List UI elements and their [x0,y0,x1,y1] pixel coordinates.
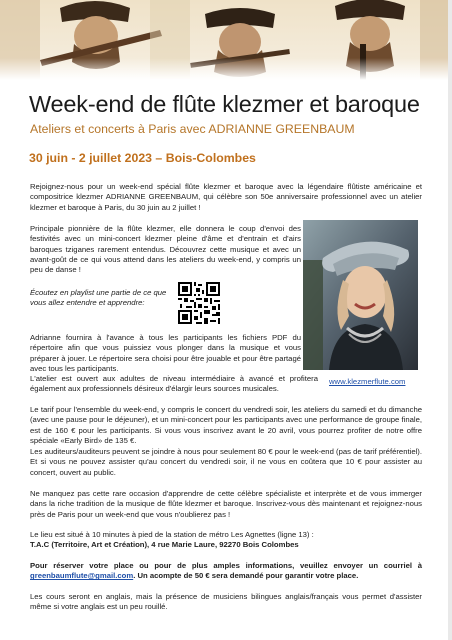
location-line: Le lieu est situé à 10 minutes à pied de la station de métro Les Agnettes (ligne 13) : [30,530,314,539]
page-subtitle: Ateliers et concerts à Paris avec ADRIANNE GREENBAUM [30,122,355,136]
auditors-paragraph: Les auditeurs/auditeurs peuvent se joindre à nous pour seulement 80 € pour le week-end (pas de tarif préférentiel). Et si vous ne pouvez assister qu'au concert du vendredi soir, il ne vous en coûtera que 10 € pour assister au concert, ouvert au public. [30,447,422,477]
location-paragraph [30,530,422,551]
website-link[interactable] [329,377,405,386]
reservation-text: Pour réserver votre place ou pour de plus amples informations, veuillez envoyer un courriel à [30,561,422,570]
banner-image [0,0,452,80]
page-title: Week-end de flûte klezmer et baroque [29,91,420,117]
repertoire-paragraph: Adrianne fournira à l'avance à tous les participants les fichiers PDF du répertoire afin que vous puissiez vous plonger dans la musique et vous préparer à jouer. Le répertoire sera choisi pour être jouable et pour être partagé avec tous les participants. [30,333,301,373]
playlist-prompt: Écoutez en playlist une partie de ce que vous allez entendre et apprendre: [30,288,167,308]
pioneer-paragraph: Principale pionnière de la flûte klezmer, elle donnera le coup d'envoi des festivités avec un mini-concert klezmer pleine d'âme et d'entrain et d'airs baroques tziganes rarement entendus. Découvrez cette musique et avec un avant-goût de ce qui vous attend dans les ateliers du week-end, y compris un peu de danse ! [30,224,301,275]
page-edge [448,0,452,640]
location-address: T.A.C (Territoire, Art et Création), 4 rue Marie Laure, 92270 Bois Colombes [30,540,299,550]
closing-paragraph: Ne manquez pas cette rare occasion d'apprendre de cette célèbre spécialiste et interprète et de vous immerger dans la riche tradition de la musique de flûte klezmer et baroque. Inscrivez-vous dès maintenant et rejoignez-nous près de Paris pour un week-end que vous n'oublierez pas ! [30,489,422,519]
email-link[interactable]: greenbaumflute@gmail.com [30,571,134,581]
pricing-paragraph: Le tarif pour l'ensemble du week-end, y compris le concert du vendredi soir, les ateliers du samedi et du dimanche (avec une pause pour le déjeuner), et un mini-concert pour les participants avec une performance de groupe finale, est de 160 € pour les participants. Si vous vous inscrivez avant le 20 avril, vous pourrez profiter de notre offre spéciale «Early Bird» de 135 €. [30,405,422,445]
level-paragraph: L'atelier est ouvert aux adultes de niveau intermédiaire à avancé et profitera également aux professionnels désireux d'élargir leurs sources musicales. [30,374,318,394]
qr-code-icon[interactable] [178,282,220,324]
event-dates: 30 juin - 2 juillet 2023 – Bois-Colombes [29,151,256,165]
adrianne-portrait-photo [303,220,418,370]
reservation-paragraph [30,561,422,582]
deposit-text: . Un acompte de 50 € sera demandé pour garantir votre place. [133,571,359,581]
languages-paragraph: Les cours seront en anglais, mais la présence de musiciens bilingues anglais/français vous permet d'assister même si votre anglais est un peu rouillé. [30,592,422,612]
website-link-text[interactable]: www.klezmerflute.com [329,377,406,386]
intro-paragraph: Rejoignez-nous pour un week-end spécial flûte klezmer et baroque avec la légendaire flûtiste américaine et compositrice klezmer ADRIANNE GREENBAUM, qui célèbre son 50e anniversaire professionnel avec un atelier klezmer et baroque à Paris, du 30 juin au 2 juillet ! [30,182,422,212]
